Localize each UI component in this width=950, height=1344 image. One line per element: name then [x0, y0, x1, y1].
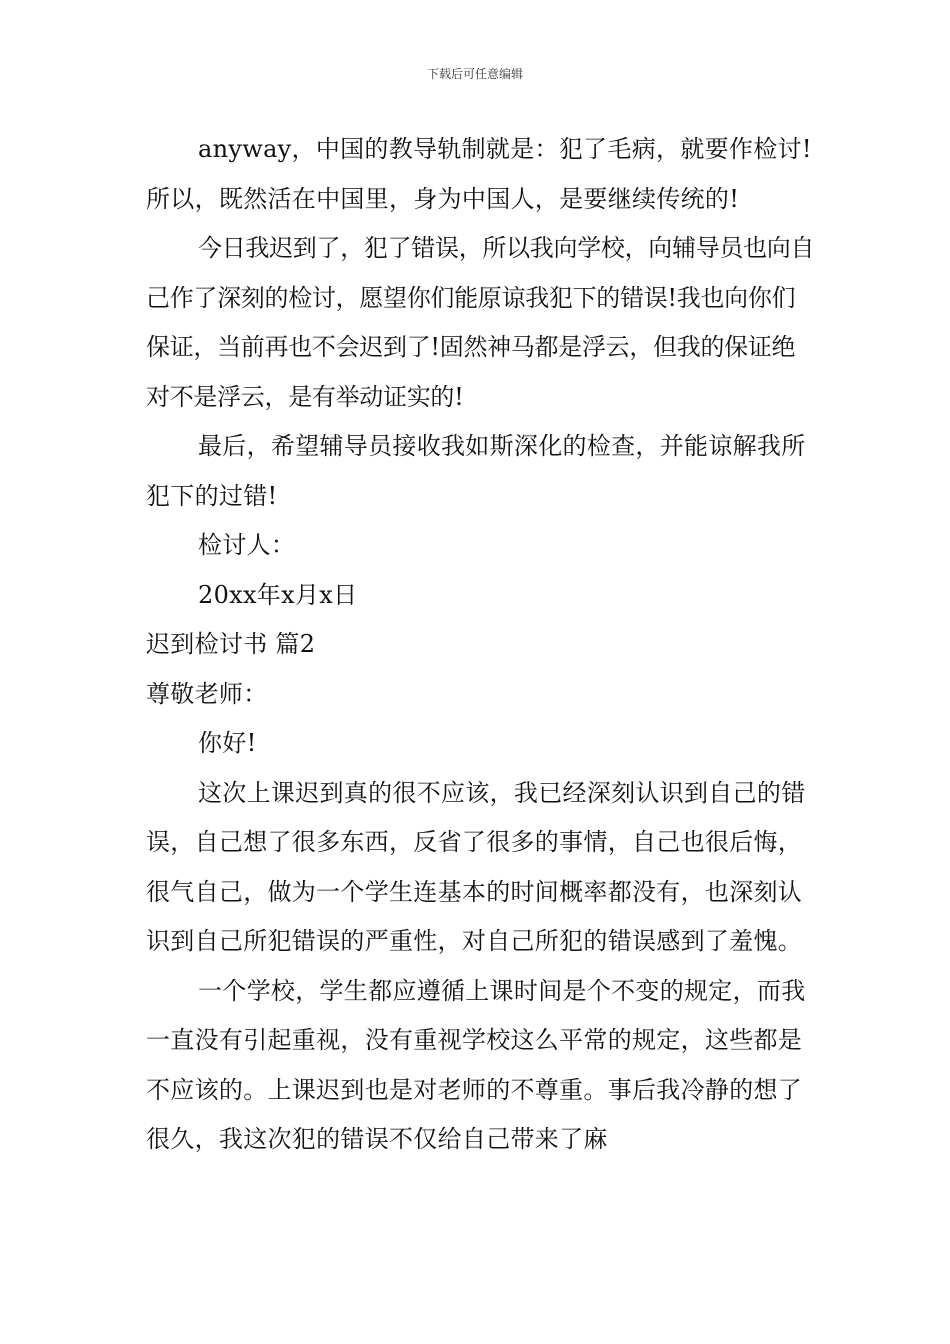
- document-body: [146, 125, 816, 1165]
- section-title: 迟到检讨书 篇2: [146, 630, 316, 658]
- greeting: 你好!: [198, 729, 257, 757]
- paragraph: 这次上课迟到真的很不应该，我已经深刻认识到自己的错误，自己想了很多东西，反省了很多的事情，自己也很后悔，很气自己，做为一个学生连基本的时间概率都没有，也深刻认识到自己所犯错误的严重性，对自己所犯的错误感到了羞愧。: [146, 778, 806, 955]
- paragraph: 今日我迟到了，犯了错误，所以我向学校，向辅导员也向自己作了深刻的检讨，愿望你们能原谅我犯下的错误!我也向你们保证，当前再也不会迟到了!固然神马都是浮云，但我的保证绝对不是浮云，是有举动证实的!: [146, 234, 815, 411]
- paragraph: 最后，希望辅导员接收我如斯深化的检查，并能谅解我所犯下的过错!: [146, 432, 806, 510]
- paragraph: 一个学校，学生都应遵循上课时间是个不变的规定，而我一直没有引起重视，没有重视学校这么平常的规定，这些都是不应该的。上课迟到也是对老师的不尊重。事后我冷静的想了很久，我这次犯的错误不仅给自己带来了麻: [146, 976, 806, 1153]
- signature-label: 检讨人：: [198, 531, 296, 559]
- paragraph: anyway，中国的教导轨制就是：犯了毛病，就要作检讨!所以，既然活在中国里，身为中国人，是要继续传统的!: [146, 135, 812, 213]
- salutation: 尊敬老师：: [146, 679, 268, 708]
- header-note: 下载后可任意编辑: [426, 67, 523, 81]
- date-line: 20xx年x月x日: [198, 580, 358, 609]
